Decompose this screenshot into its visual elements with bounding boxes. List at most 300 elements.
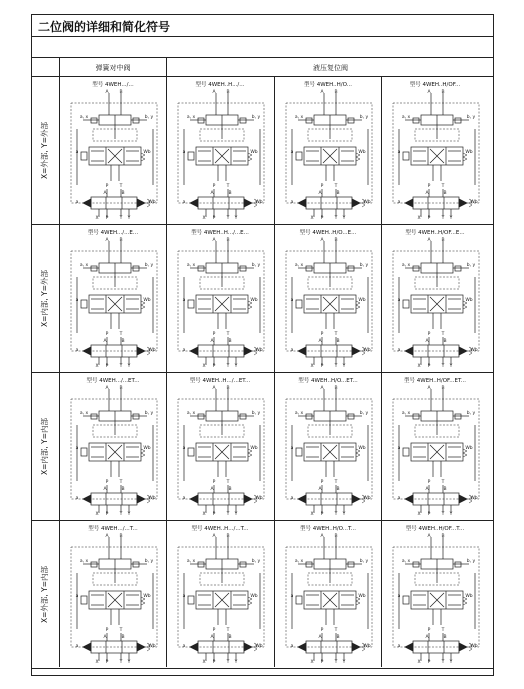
hydraulic-symbol — [170, 385, 270, 517]
port-label: T — [119, 184, 123, 189]
port-label: B — [336, 635, 340, 640]
port-label: T — [334, 184, 338, 189]
port-label: a — [75, 496, 79, 501]
port-label: a — [290, 200, 294, 205]
hydraulic-symbol — [385, 533, 485, 665]
port-label: B — [441, 90, 445, 95]
port-label: a — [397, 594, 401, 599]
symbol-cell — [276, 521, 380, 666]
port-label: a, x — [79, 559, 89, 564]
port-label: Wb — [363, 200, 371, 205]
symbol-cell — [276, 373, 380, 518]
symbol-drawing — [393, 93, 479, 217]
port-label: X — [95, 216, 99, 221]
port-label: Y — [234, 660, 238, 665]
row-label — [34, 225, 56, 371]
port-label: P — [427, 332, 431, 337]
port-label: a, x — [401, 559, 411, 564]
port-label: a — [182, 348, 186, 353]
port-label: b, y — [251, 263, 261, 268]
symbol-drawing — [178, 537, 264, 661]
symbol-drawing — [178, 389, 264, 513]
port-label: A — [103, 339, 107, 344]
port-label: B — [228, 339, 232, 344]
port-label: a, x — [186, 559, 196, 564]
row-label-text: X=内部, Y=内部 — [40, 417, 50, 475]
symbol-cell — [61, 225, 165, 370]
symbol-drawing — [286, 389, 372, 513]
port-label: A — [318, 635, 322, 640]
port-label: P — [105, 184, 109, 189]
model-code: 型号 4WEH..H.../... — [195, 82, 245, 88]
symbol-drawing — [393, 241, 479, 365]
hydraulic-symbol — [385, 89, 485, 221]
port-label: Wb — [148, 644, 156, 649]
port-label: P — [212, 480, 216, 485]
port-label: B — [336, 487, 340, 492]
port-label: T — [441, 660, 445, 665]
document-table — [31, 14, 494, 676]
port-label: Wb — [470, 644, 478, 649]
port-label: Y — [342, 512, 346, 517]
model-code: 型号 4WEH..H/O...T... — [300, 526, 356, 532]
port-label: Wb — [465, 298, 473, 303]
port-label: T — [226, 512, 230, 517]
port-label: a — [397, 446, 401, 451]
port-label: Y — [449, 364, 453, 369]
port-label: Y — [127, 512, 131, 517]
divider — [32, 668, 493, 669]
port-label: B — [443, 339, 447, 344]
port-label: T — [226, 480, 230, 485]
port-label: A — [425, 339, 429, 344]
port-label: Wb — [358, 594, 366, 599]
port-label: B — [119, 534, 123, 539]
row-label — [34, 373, 56, 519]
port-label: Wb — [358, 298, 366, 303]
port-label: X — [310, 512, 314, 517]
port-label: Wb — [148, 496, 156, 501]
symbol-cell — [61, 521, 165, 666]
port-label: T — [334, 628, 338, 633]
port-label: A — [320, 534, 324, 539]
model-code: 型号 4WEH.../...E... — [87, 230, 139, 236]
port-label: a — [397, 496, 401, 501]
model-code: 型号 4WEH..H/O...ET... — [298, 378, 358, 384]
port-label: Wb — [363, 644, 371, 649]
symbol-cell — [61, 373, 165, 518]
port-label: a — [182, 446, 186, 451]
port-label: B — [334, 386, 338, 391]
port-label: a — [290, 348, 294, 353]
port-label: P — [320, 660, 324, 665]
port-label: B — [336, 339, 340, 344]
port-label: Wb — [363, 496, 371, 501]
port-label: X — [417, 512, 421, 517]
port-label: B — [226, 534, 230, 539]
symbol-cell — [168, 521, 272, 666]
port-label: b, y — [251, 411, 261, 416]
port-label: A — [103, 191, 107, 196]
port-label: A — [105, 238, 109, 243]
port-label: B — [226, 90, 230, 95]
port-label: b, y — [251, 115, 261, 120]
symbol-cell — [168, 77, 272, 222]
row-label-text: X=内部, Y=外部 — [40, 269, 50, 327]
port-label: Wb — [465, 594, 473, 599]
symbol-drawing — [71, 389, 157, 513]
port-label: X — [202, 660, 206, 665]
symbol-cell — [383, 373, 487, 518]
port-label: B — [121, 635, 125, 640]
port-label: X — [95, 364, 99, 369]
divider — [381, 76, 382, 667]
port-label: T — [119, 660, 123, 665]
hydraulic-symbol — [385, 237, 485, 369]
port-label: b, y — [359, 559, 369, 564]
port-label: T — [441, 480, 445, 485]
port-label: a, x — [186, 263, 196, 268]
port-label: a — [182, 496, 186, 501]
port-label: Y — [449, 660, 453, 665]
port-label: a — [75, 150, 79, 155]
port-label: P — [320, 512, 324, 517]
port-label: P — [427, 660, 431, 665]
port-label: Wb — [255, 200, 263, 205]
symbol-drawing — [286, 537, 372, 661]
port-label: a — [75, 446, 79, 451]
symbol-drawing — [178, 241, 264, 365]
port-label: a, x — [79, 115, 89, 120]
port-label: T — [441, 216, 445, 221]
row-label — [34, 77, 56, 223]
port-label: T — [334, 660, 338, 665]
model-code: 型号 4WEH..H/O... — [303, 82, 353, 88]
port-label: P — [427, 184, 431, 189]
port-label: a — [75, 200, 79, 205]
port-label: b, y — [359, 263, 369, 268]
port-label: Wb — [470, 348, 478, 353]
port-label: B — [441, 386, 445, 391]
port-label: T — [119, 364, 123, 369]
port-label: b, y — [359, 411, 369, 416]
symbol-drawing — [178, 93, 264, 217]
port-label: T — [119, 332, 123, 337]
port-label: A — [212, 238, 216, 243]
port-label: B — [334, 90, 338, 95]
port-label: P — [212, 216, 216, 221]
port-label: T — [226, 184, 230, 189]
port-label: B — [226, 386, 230, 391]
symbol-drawing — [393, 389, 479, 513]
port-label: Wb — [465, 446, 473, 451]
port-label: X — [310, 364, 314, 369]
port-label: b, y — [466, 411, 476, 416]
port-label: b, y — [466, 559, 476, 564]
port-label: T — [226, 660, 230, 665]
symbol-cell — [383, 77, 487, 222]
port-label: P — [427, 216, 431, 221]
port-label: T — [119, 628, 123, 633]
port-label: T — [334, 216, 338, 221]
port-label: b, y — [359, 115, 369, 120]
port-label: b, y — [466, 263, 476, 268]
port-label: Y — [234, 216, 238, 221]
port-label: P — [105, 480, 109, 485]
port-label: a — [75, 348, 79, 353]
header-spring-centered: 弹簧对中阀 — [95, 64, 131, 72]
port-label: X — [202, 512, 206, 517]
row-label-text: X=外部, Y=外部 — [40, 121, 50, 179]
port-label: Y — [234, 512, 238, 517]
port-label: B — [441, 238, 445, 243]
port-label: a — [182, 298, 186, 303]
header-hydraulic-return: 液压复位阀 — [313, 64, 348, 72]
port-label: a — [290, 446, 294, 451]
hydraulic-symbol — [63, 385, 163, 517]
port-label: X — [310, 216, 314, 221]
divider — [274, 76, 275, 667]
port-label: Wb — [465, 150, 473, 155]
symbol-cell — [276, 225, 380, 370]
port-label: A — [318, 191, 322, 196]
port-label: a, x — [294, 411, 304, 416]
port-label: a, x — [186, 411, 196, 416]
symbol-cell — [168, 373, 272, 518]
port-label: Wb — [470, 200, 478, 205]
port-label: B — [441, 534, 445, 539]
divider — [59, 57, 60, 667]
port-label: A — [427, 386, 431, 391]
port-label: A — [105, 386, 109, 391]
port-label: T — [226, 628, 230, 633]
model-code: 型号 4WEH.../... — [92, 82, 134, 88]
port-label: b, y — [466, 115, 476, 120]
hydraulic-symbol — [63, 237, 163, 369]
row-label-text: X=外部, Y=内部 — [40, 565, 50, 623]
port-label: a, x — [294, 559, 304, 564]
port-label: A — [212, 534, 216, 539]
port-label: Wb — [143, 150, 151, 155]
port-label: Y — [127, 364, 131, 369]
model-code: 型号 4WEH.../...T... — [88, 526, 138, 532]
port-label: A — [425, 191, 429, 196]
symbol-cell — [168, 225, 272, 370]
port-label: Y — [449, 512, 453, 517]
port-label: T — [441, 184, 445, 189]
port-label: P — [105, 332, 109, 337]
port-label: a — [290, 150, 294, 155]
port-label: a — [290, 496, 294, 501]
port-label: b, y — [144, 115, 154, 120]
port-label: P — [427, 364, 431, 369]
port-label: A — [320, 386, 324, 391]
port-label: T — [226, 364, 230, 369]
port-label: A — [425, 487, 429, 492]
symbol-drawing — [71, 93, 157, 217]
port-label: a — [397, 644, 401, 649]
divider — [32, 57, 493, 58]
hydraulic-symbol — [170, 89, 270, 221]
port-label: P — [105, 512, 109, 517]
model-code: 型号 4WEH..H/OF...ET... — [404, 378, 466, 384]
port-label: A — [427, 90, 431, 95]
hydraulic-symbol — [63, 89, 163, 221]
port-label: X — [202, 364, 206, 369]
port-label: T — [334, 332, 338, 337]
port-label: T — [441, 512, 445, 517]
port-label: P — [212, 660, 216, 665]
port-label: P — [320, 480, 324, 485]
hydraulic-symbol — [170, 533, 270, 665]
port-label: T — [334, 364, 338, 369]
port-label: A — [103, 635, 107, 640]
port-label: T — [119, 480, 123, 485]
port-label: A — [105, 534, 109, 539]
port-label: T — [119, 512, 123, 517]
hydraulic-symbol — [278, 89, 378, 221]
hydraulic-symbol — [278, 533, 378, 665]
port-label: a — [75, 644, 79, 649]
model-code: 型号 4WEH..H.../...ET... — [189, 378, 251, 384]
symbol-cell — [383, 521, 487, 666]
port-label: T — [441, 628, 445, 633]
port-label: T — [226, 216, 230, 221]
port-label: Wb — [250, 298, 258, 303]
port-label: a — [182, 200, 186, 205]
port-label: A — [210, 635, 214, 640]
port-label: a — [182, 644, 186, 649]
symbol-drawing — [286, 93, 372, 217]
port-label: B — [443, 635, 447, 640]
port-label: T — [226, 332, 230, 337]
port-label: B — [336, 191, 340, 196]
port-label: P — [320, 364, 324, 369]
port-label: B — [228, 635, 232, 640]
port-label: Wb — [148, 348, 156, 353]
port-label: P — [320, 216, 324, 221]
hydraulic-symbol — [63, 533, 163, 665]
port-label: a — [75, 298, 79, 303]
row-label — [34, 521, 56, 667]
port-label: B — [119, 386, 123, 391]
port-label: a — [397, 298, 401, 303]
symbol-drawing — [71, 241, 157, 365]
port-label: a, x — [401, 411, 411, 416]
port-label: B — [119, 90, 123, 95]
model-code: 型号 4WEH..H.../...E... — [191, 230, 249, 236]
port-label: P — [427, 512, 431, 517]
port-label: a, x — [186, 115, 196, 120]
port-label: P — [212, 364, 216, 369]
port-label: Wb — [250, 594, 258, 599]
port-label: Wb — [363, 348, 371, 353]
port-label: X — [95, 660, 99, 665]
port-label: b, y — [251, 559, 261, 564]
port-label: a — [290, 644, 294, 649]
symbol-drawing — [286, 241, 372, 365]
port-label: Wb — [250, 150, 258, 155]
hydraulic-symbol — [278, 385, 378, 517]
port-label: A — [427, 534, 431, 539]
port-label: Y — [342, 216, 346, 221]
port-label: P — [212, 512, 216, 517]
model-code: 型号 4WEH..H/OF...T... — [405, 526, 465, 532]
port-label: T — [441, 332, 445, 337]
port-label: a — [290, 298, 294, 303]
port-label: Wb — [470, 496, 478, 501]
port-label: A — [212, 90, 216, 95]
port-label: a, x — [294, 263, 304, 268]
port-label: B — [228, 487, 232, 492]
model-code: 型号 4WEH..H/OF...E... — [405, 230, 465, 236]
port-label: Y — [342, 364, 346, 369]
model-code: 型号 4WEH..H.../...T... — [191, 526, 249, 532]
port-label: Wb — [255, 348, 263, 353]
port-label: Wb — [148, 200, 156, 205]
port-label: Wb — [143, 298, 151, 303]
port-label: a — [397, 200, 401, 205]
hydraulic-symbol — [385, 385, 485, 517]
port-label: b, y — [144, 263, 154, 268]
port-label: Y — [234, 364, 238, 369]
port-label: P — [212, 184, 216, 189]
port-label: Y — [342, 660, 346, 665]
port-label: X — [310, 660, 314, 665]
symbol-cell — [61, 77, 165, 222]
symbol-cell — [276, 77, 380, 222]
divider — [166, 57, 167, 667]
port-label: X — [417, 660, 421, 665]
port-label: B — [119, 238, 123, 243]
port-label: Wb — [255, 644, 263, 649]
port-label: A — [210, 191, 214, 196]
port-label: B — [228, 191, 232, 196]
port-label: P — [212, 332, 216, 337]
port-label: X — [202, 216, 206, 221]
port-label: B — [121, 487, 125, 492]
port-label: P — [212, 628, 216, 633]
hydraulic-symbol — [170, 237, 270, 369]
divider — [32, 36, 493, 37]
port-label: P — [105, 628, 109, 633]
port-label: a — [75, 594, 79, 599]
port-label: P — [105, 364, 109, 369]
port-label: B — [334, 238, 338, 243]
port-label: Wb — [255, 496, 263, 501]
port-label: A — [210, 339, 214, 344]
port-label: a, x — [294, 115, 304, 120]
port-label: a, x — [401, 263, 411, 268]
port-label: a — [182, 150, 186, 155]
port-label: a — [397, 348, 401, 353]
page-title: 二位阀的详细和简化符号 — [38, 20, 171, 34]
port-label: X — [417, 364, 421, 369]
port-label: A — [427, 238, 431, 243]
port-label: a, x — [79, 263, 89, 268]
port-label: Y — [127, 660, 131, 665]
port-label: A — [105, 90, 109, 95]
port-label: b, y — [144, 559, 154, 564]
symbol-drawing — [71, 537, 157, 661]
port-label: X — [417, 216, 421, 221]
port-label: P — [427, 628, 431, 633]
port-label: a — [290, 594, 294, 599]
port-label: a, x — [79, 411, 89, 416]
symbol-drawing — [393, 537, 479, 661]
port-label: Wb — [143, 594, 151, 599]
model-code: 型号 4WEH..H/OF... — [409, 82, 461, 88]
